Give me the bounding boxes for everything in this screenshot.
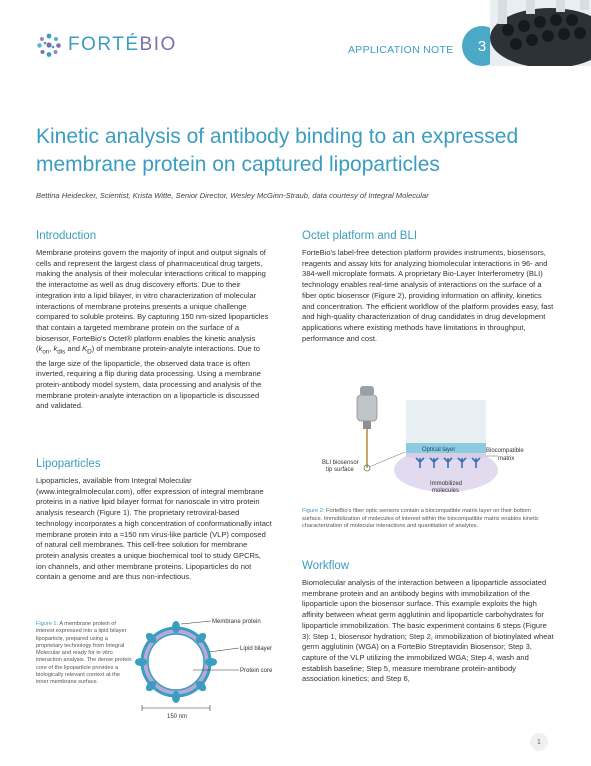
- figure-1-caption: Figure 1: A membrane protein of interest expressed into a lipid bilayer lipoparticle, prepared using a proprietary technology from Integral Molecular and ready for in vitro interaction analysis. The dense protein core of the lipoparticle provides a biologically relevant context at the inner membrane surface.: [36, 621, 132, 686]
- introduction-heading: Introduction: [36, 230, 97, 242]
- introduction-section: [36, 230, 272, 412]
- fortebio-logo: [36, 32, 177, 58]
- label-matrix: matrix: [498, 456, 515, 462]
- logo-wordmark: FORTÉBIO: [68, 34, 177, 55]
- label-150nm: 150 nm: [167, 714, 188, 720]
- lipoparticles-text: Lipoparticles, available from Integral Molecular (www.integralmolecular.com), offer expression of integral membrane proteins in a native lipid bilayer format for nanoscale in vitro protein analysis research (Figure 1). The proprietary retroviral-based technology incorporates a high concentration of conformationally intact membrane protein into a ≈150 nm virus-like particle (VLP) composed of natural cell membranes. This cell-free solution for membrane protein analysis creates a unique biochemical tool to study GPCRs, ion channels, and other membrane proteins. Lipoparticles do not contain a genome and are thus non-infectious.: [36, 476, 272, 582]
- label-membrane-protein: Membrane protein: [212, 619, 261, 625]
- label-lipid-bilayer: Lipid bilayer: [240, 646, 273, 652]
- label-optical-layer: Optical layer: [422, 447, 456, 453]
- biosensor-tips-photo: [490, 0, 591, 66]
- introduction-text: Membrane proteins govern the majority of input and output signals of cells and represent the largest class of pharmaceutical drug targets, making the analysis of their molecular interactions critical to mapping the interactome as well as drug discovery efforts. Due to their integration into a lipid bilayer, in vitro characterization of molecular interactions of membrane proteins presents a unique challenge compared to soluble proteins. By capturing 150 nm-sized lipoparticles that contain a targeted membrane protein on the surface of a biosensor, ForteBio's Octet® platform enables the kinetic analysis ($k_{on}$, $k_{dis}$ and $K_D$) of membrane protein-analyte interactions. Due to the large size of the lipoparticle, the observed data trace is often inverted, requiring a flip during data processing. Using a membrane protein-antibody model system, data processing and analysis of the membrane protein-analyte interaction on a lipoparticle is discussed and validated.: [36, 248, 269, 411]
- label-bli-biosensor: BLI biosensor: [322, 460, 359, 466]
- application-note-number-badge: 3: [462, 26, 502, 66]
- label-biocompatible: Biocompatible: [486, 448, 524, 454]
- page-title: Kinetic analysis of antibody binding to an expressed membrane protein on captured lipoparticles: [36, 125, 519, 176]
- label-tip-surface: tip surface: [326, 467, 354, 473]
- lipoparticles-heading: Lipoparticles: [36, 458, 101, 470]
- label-protein-core: Protein core: [240, 668, 273, 674]
- octet-text: ForteBio's label-free detection platform provides instruments, biosensors, reagents and assay kits for analyzing biomolecular interactions in 96- and 384-well microplate formats. A proprietary Bio-Layer Interferometry (BLI) technology enables real-time analysis of interactions on the surface of a fiber optic biosensor (Figure 2), providing information on affinity, kinetics and concentration. The efficient workflow of the platform provides easy, fast and high-quality characterization of drug candidates in drug development applications where existing methods have limitations in throughput, performance and cost.: [302, 248, 554, 343]
- figure-2-caption: Figure 2: ForteBio's fiber optic sensors contain a biocompatible matrix layer on their bottom surface. Immobilization of molecules of interest within the biocompatible matrix enables kinetic characterization of molecular interactions and quantitation of analytes.: [302, 508, 539, 530]
- author-line: Bettina Heidecker, Scientist, Krista Witte, Senior Director, Wesley McGinn-Straub, data courtesy of Integral Molecular: [36, 191, 429, 200]
- page-number: 1: [530, 733, 548, 751]
- workflow-section: [302, 560, 554, 685]
- lipoparticles-section: [36, 458, 272, 583]
- octet-section: [302, 230, 554, 344]
- label-molecules: molecules: [432, 488, 460, 494]
- figure-2-biosensor-diagram: [302, 380, 554, 504]
- octet-heading: Octet platform and BLI: [302, 230, 418, 242]
- application-note-label: APPLICATION NOTE: [348, 44, 454, 56]
- figure-1-lipoparticle-diagram: [133, 610, 283, 722]
- label-immobilized: Immobilized: [430, 481, 463, 487]
- fortebio-logo-icon: [36, 32, 62, 58]
- workflow-heading: Workflow: [302, 560, 350, 572]
- workflow-text: Biomolecular analysis of the interaction between a lipoparticle associated membrane protein and an antibody begins with immobilization of the lipoparticle upon the biosensor surface. This example exploits the high affinity between wheat germ agglutinin and lipoparticle carbohydrates for lipoparticle immobilization. The basic experiment contains 6 steps (Figure 3): Step 1, biosensor hydration; Step 2, immobilization of biotinylated wheat germ agglutinin (WGA) on a ForteBio Streptavidin Biosensor; Step 3, capture of the VLP utilizing the immobilized WGA; Step 4, wash and establish baseline; Step 5, measure membrane protein-antibody association kinetics; and Step 6,: [302, 578, 554, 684]
